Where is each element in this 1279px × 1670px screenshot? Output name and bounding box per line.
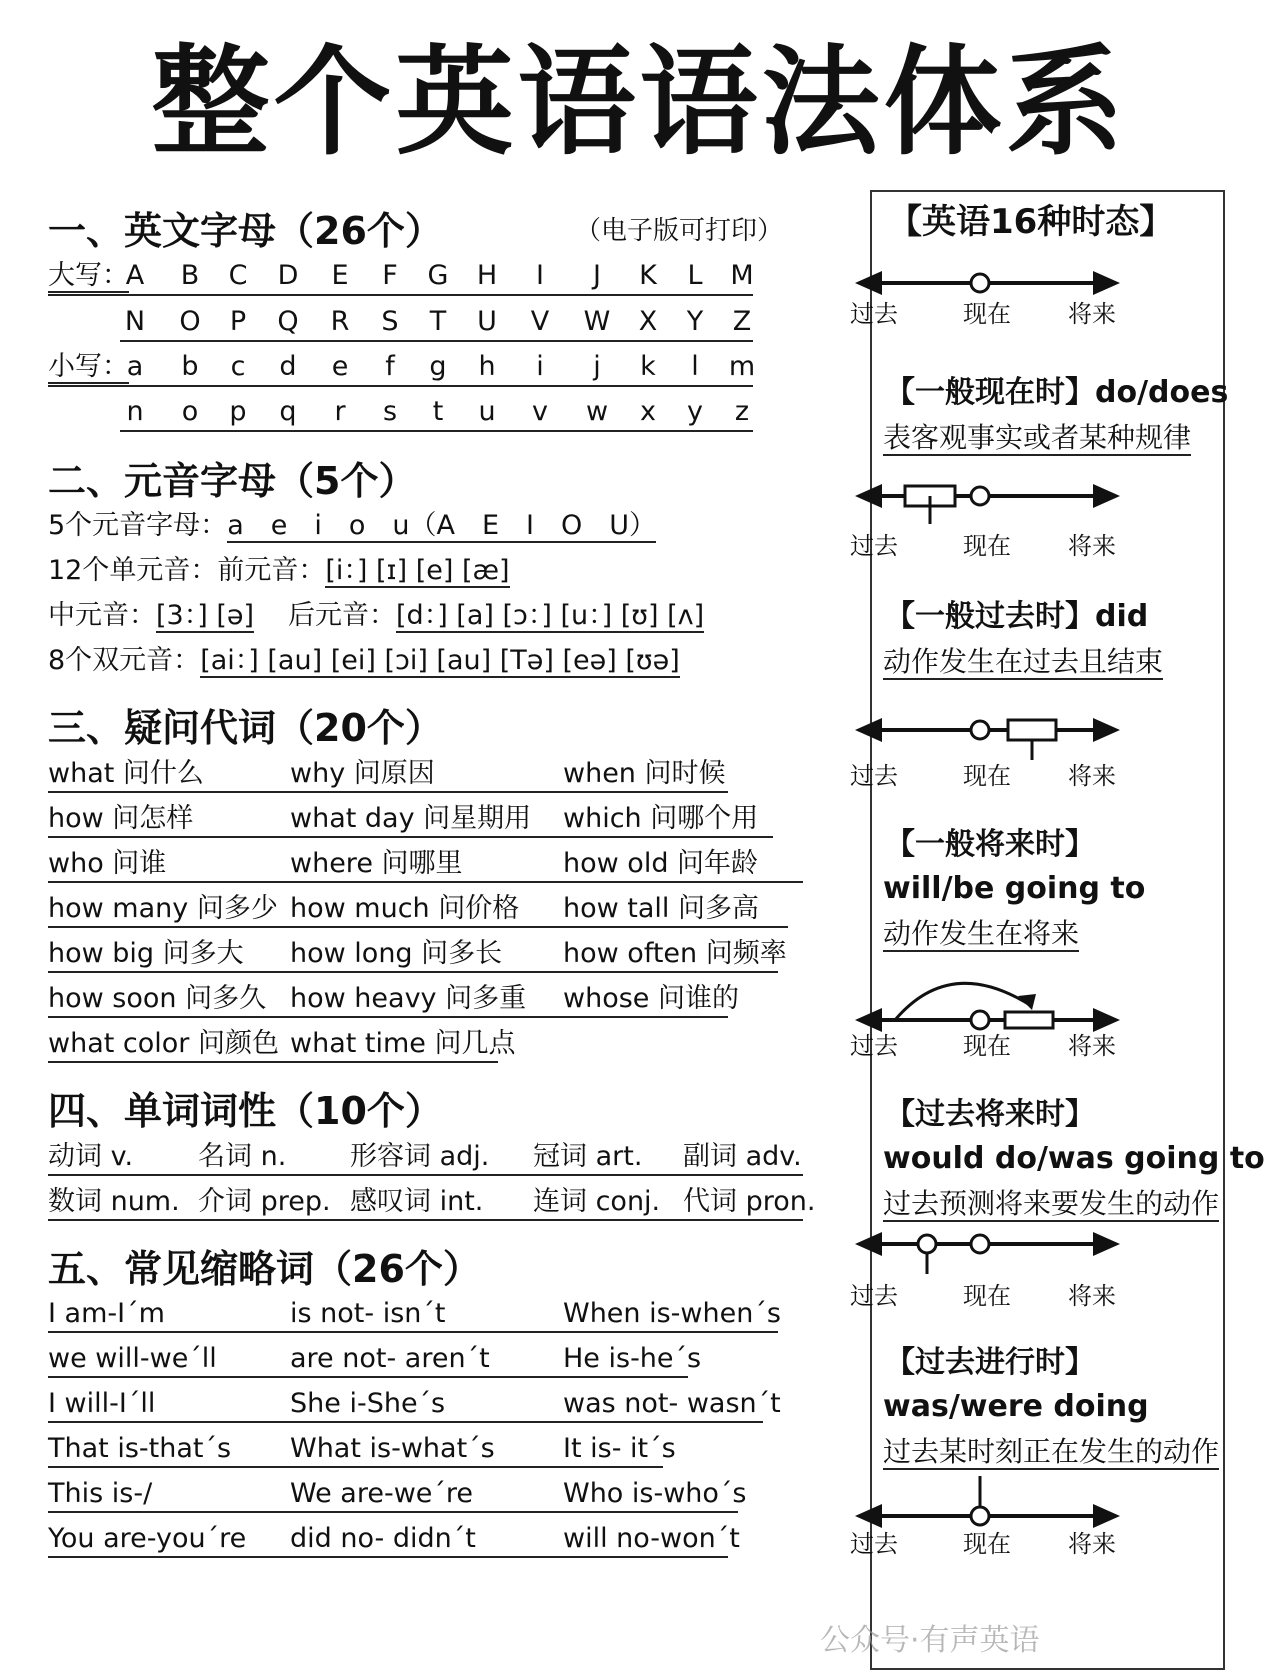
- now-point-icon: [971, 721, 989, 739]
- uppercase-letter: B: [180, 260, 200, 291]
- alphabet-row-label-text: 小写：: [48, 351, 129, 382]
- tense-form: was/were doing: [883, 1389, 1149, 1424]
- row-underline: [48, 926, 788, 928]
- uppercase-letter: O: [179, 306, 201, 337]
- lowercase-letter: j: [593, 351, 601, 382]
- question-word: what time 问几点: [290, 1028, 516, 1059]
- part-of-speech: 副词 adv.: [683, 1141, 802, 1172]
- timeline-label-now: 现在: [963, 762, 1011, 790]
- back-vowels-value: [d：] [a] [ɔ：] [u：] [ʊ] [ʌ]: [396, 600, 705, 631]
- contraction: we will-we´ll: [48, 1343, 217, 1374]
- lowercase-letter: x: [640, 396, 656, 427]
- timeline-label-past: 过去: [850, 762, 898, 790]
- lowercase-letter: p: [229, 396, 247, 427]
- diphthongs-row: [48, 647, 680, 674]
- tense-description-wrap: [883, 1187, 1220, 1220]
- tense-description-wrap: [883, 421, 1192, 454]
- lowercase-letter: c: [230, 351, 246, 382]
- contraction: will no-won´t: [563, 1523, 740, 1554]
- uppercase-letter: G: [427, 260, 449, 291]
- row-underline: [48, 836, 773, 838]
- timeline-label-past: 过去: [850, 300, 898, 328]
- row-underline: [48, 1219, 803, 1221]
- tense-name: 【一般现在时】do/does: [885, 375, 1229, 410]
- arrow-right-icon: [1093, 1504, 1120, 1528]
- timeline-label-now: 现在: [963, 1032, 1011, 1060]
- uppercase-letter: R: [330, 306, 350, 337]
- alphabet-underline: [48, 294, 753, 296]
- central-back-vowels-row: [48, 602, 704, 629]
- tenses-panel-heading: 【英语16种时态】: [888, 202, 1174, 242]
- question-word: what 问什么: [48, 758, 204, 789]
- section-question-words-heading: 三、疑问代词（20个）: [48, 706, 443, 750]
- part-of-speech: 连词 conj.: [533, 1186, 661, 1217]
- question-word: which 问哪个用: [563, 803, 759, 834]
- monophthongs-row: [48, 557, 510, 584]
- question-word: why 问原因: [290, 758, 435, 789]
- section-parts-of-speech-heading: 四、单词词性（10个）: [48, 1089, 443, 1133]
- row-underline: [48, 1376, 688, 1378]
- alphabet-row-label-text: 大写：: [48, 260, 129, 291]
- tense-description-wrap: [883, 645, 1164, 678]
- lowercase-letter: d: [279, 351, 297, 382]
- uppercase-letter: K: [639, 260, 657, 291]
- contraction: are not- aren´t: [290, 1343, 490, 1374]
- now-point-icon: [971, 1235, 989, 1253]
- uppercase-letter: W: [583, 306, 611, 337]
- uppercase-letter: S: [381, 306, 399, 337]
- question-word: when 问时候: [563, 758, 726, 789]
- alphabet-underline: [120, 340, 753, 342]
- uppercase-letter: X: [638, 306, 658, 337]
- timeline-label-now: 现在: [963, 300, 1011, 328]
- arrow-right-icon: [1093, 1008, 1120, 1032]
- row-underline: [48, 971, 778, 973]
- uppercase-letter: A: [125, 260, 145, 291]
- timeline-label-future: 将来: [1068, 1032, 1116, 1060]
- question-word: how many 问多少: [48, 893, 278, 924]
- uppercase-letter: L: [687, 260, 703, 291]
- part-of-speech: 介词 prep.: [198, 1186, 331, 1217]
- uppercase-letter: H: [476, 260, 498, 291]
- now-point-icon: [971, 274, 989, 292]
- lowercase-letter: l: [691, 351, 699, 382]
- timeline-label-future: 将来: [1068, 300, 1116, 328]
- tense-name: 【一般过去时】did: [885, 599, 1149, 634]
- duration-box: [1005, 1012, 1053, 1028]
- question-word: how often 问频率: [563, 938, 787, 969]
- timeline-label-future: 将来: [1068, 532, 1116, 560]
- arrow-left-icon: [855, 1504, 882, 1528]
- now-point-icon: [971, 487, 989, 505]
- contraction: is not- isn´t: [290, 1298, 446, 1329]
- question-word: who 问谁: [48, 848, 167, 879]
- lowercase-letter: i: [536, 351, 544, 382]
- page-title: 整个英语语法体系: [151, 33, 1128, 171]
- uppercase-letter: P: [229, 306, 247, 337]
- contraction: It is- it´s: [563, 1433, 676, 1464]
- monophthongs-label: 12个单元音：前元音：: [48, 555, 326, 586]
- row-underline: [48, 1511, 738, 1513]
- uppercase-letter: F: [382, 260, 398, 291]
- timeline-label-past: 过去: [850, 1032, 898, 1060]
- alphabet-underline: [48, 385, 753, 387]
- now-point-icon: [971, 1507, 989, 1525]
- uppercase-letter: M: [730, 260, 754, 291]
- timeline-label-past: 过去: [850, 1530, 898, 1558]
- uppercase-letter: C: [228, 260, 248, 291]
- contraction: That is-that´s: [48, 1433, 232, 1464]
- printable-note: （电子版可打印）: [575, 216, 784, 246]
- timeline-label-future: 将来: [1068, 1530, 1116, 1558]
- question-word: what color 问颜色: [48, 1028, 279, 1059]
- part-of-speech: 名词 n.: [198, 1141, 287, 1172]
- lowercase-letter: y: [687, 396, 703, 427]
- contraction: What is-what´s: [290, 1433, 495, 1464]
- vowel-letters-value: a e i o u（A E I O U）: [227, 510, 656, 541]
- uppercase-letter: Y: [686, 306, 704, 337]
- contraction: This is-/: [48, 1478, 153, 1509]
- contraction: Who is-who´s: [563, 1478, 747, 1509]
- question-word: where 问哪里: [290, 848, 463, 879]
- tense-description: 过去某时刻正在发生的动作: [883, 1435, 1220, 1468]
- timeline-label-past: 过去: [850, 532, 898, 560]
- row-underline: [48, 1466, 663, 1468]
- question-word: how old 问年龄: [563, 848, 759, 879]
- contraction: You are-you´re: [48, 1523, 247, 1554]
- question-word: how 问怎样: [48, 803, 194, 834]
- timeline-label-past: 过去: [850, 1282, 898, 1310]
- vowel-letters-label: 5个元音字母：: [48, 510, 228, 541]
- uppercase-letter: N: [124, 306, 146, 337]
- row-underline: [48, 791, 728, 793]
- lowercase-letter: h: [478, 351, 496, 382]
- uppercase-letter: V: [530, 306, 550, 337]
- tense-name: 【过去将来时】: [885, 1097, 1095, 1132]
- lowercase-letter: r: [334, 396, 346, 427]
- timeline-label-now: 现在: [963, 532, 1011, 560]
- lowercase-letter: s: [382, 396, 398, 427]
- row-underline: [48, 1016, 728, 1018]
- contraction: was not- wasn´t: [563, 1388, 781, 1419]
- front-vowels-value: [i：] [ɪ] [e] [æ]: [325, 555, 510, 586]
- contraction: When is-when´s: [563, 1298, 781, 1329]
- tense-description: 表客观事实或者某种规律: [883, 421, 1192, 454]
- part-of-speech: 感叹词 int.: [350, 1186, 484, 1217]
- lowercase-letter: g: [429, 351, 447, 382]
- question-word: how tall 问多高: [563, 893, 760, 924]
- uppercase-letter: E: [331, 260, 349, 291]
- uppercase-letter: U: [477, 306, 497, 337]
- lowercase-letter: b: [181, 351, 199, 382]
- arrow-left-icon: [855, 718, 882, 742]
- lowercase-letter: n: [126, 396, 144, 427]
- timeline-label-now: 现在: [963, 1282, 1011, 1310]
- lowercase-letter: q: [279, 396, 297, 427]
- lowercase-letter: t: [432, 396, 444, 427]
- arrow-left-icon: [855, 1008, 882, 1032]
- question-word: how big 问多大: [48, 938, 244, 969]
- uppercase-letter: T: [429, 306, 447, 337]
- contraction: We are-we´re: [290, 1478, 474, 1509]
- duration-box: [1008, 720, 1056, 740]
- timeline-label-now: 现在: [963, 1530, 1011, 1558]
- uppercase-letter: J: [593, 260, 601, 291]
- question-word: how much 问价格: [290, 893, 520, 924]
- row-underline: [48, 1061, 498, 1063]
- contraction: I will-I´ll: [48, 1388, 156, 1419]
- central-vowels-value: [3：] [ə]: [156, 600, 255, 631]
- tense-description: 过去预测将来要发生的动作: [883, 1187, 1220, 1220]
- arrow-right-icon: [1093, 484, 1120, 508]
- arrow-left-icon: [855, 484, 882, 508]
- section-letters-heading: 一、英文字母（26个）: [48, 209, 443, 253]
- part-of-speech: 数词 num.: [48, 1186, 180, 1217]
- part-of-speech: 形容词 adj.: [350, 1141, 490, 1172]
- section-vowels-heading: 二、元音字母（5个）: [48, 459, 417, 503]
- row-underline: [48, 881, 803, 883]
- now-point-icon: [971, 1011, 989, 1029]
- tense-description-wrap: [883, 1435, 1220, 1468]
- timeline-diagram: [850, 690, 1130, 760]
- tense-name: 【一般将来时】: [885, 827, 1095, 862]
- part-of-speech: 代词 pron.: [683, 1186, 816, 1217]
- contraction: did no- didn´t: [290, 1523, 476, 1554]
- lowercase-letter: a: [126, 351, 144, 382]
- part-of-speech: 动词 v.: [48, 1141, 134, 1172]
- alphabet-underline: [120, 430, 753, 432]
- arrow-right-icon: [1093, 1232, 1120, 1256]
- contraction: I am-I´m: [48, 1298, 165, 1329]
- arrow-right-icon: [1093, 718, 1120, 742]
- question-word: how long 问多长: [290, 938, 503, 969]
- timeline-diagram: [850, 456, 1130, 526]
- central-vowels-label: 中元音：: [48, 600, 156, 631]
- arrow-right-icon: [1093, 271, 1120, 295]
- tense-form: would do/was going to: [883, 1141, 1265, 1176]
- lowercase-letter: e: [331, 351, 349, 382]
- row-underline: [48, 1556, 728, 1558]
- lowercase-letter: w: [585, 396, 609, 427]
- vowel-letters-row: [48, 512, 656, 539]
- contraction: She i-She´s: [290, 1388, 446, 1419]
- row-underline: [48, 1421, 763, 1423]
- section-contractions-heading: 五、常见缩略词（26个）: [48, 1247, 481, 1291]
- lowercase-letter: v: [532, 396, 548, 427]
- timeline-label-future: 将来: [1068, 762, 1116, 790]
- tense-description: 动作发生在将来: [883, 917, 1080, 950]
- uppercase-letter: Z: [732, 306, 752, 337]
- back-vowels-label: 后元音：: [288, 600, 397, 631]
- lowercase-letter: f: [385, 351, 395, 382]
- arrow-left-icon: [855, 1232, 882, 1256]
- arrow-left-icon: [855, 271, 882, 295]
- tense-description-wrap: [883, 917, 1080, 950]
- tense-name: 【过去进行时】: [885, 1345, 1095, 1380]
- lowercase-letter: m: [728, 351, 756, 382]
- question-word: how heavy 问多重: [290, 983, 527, 1014]
- lowercase-letter: o: [181, 396, 199, 427]
- part-of-speech: 冠词 art.: [533, 1141, 643, 1172]
- contraction: He is-he´s: [563, 1343, 702, 1374]
- uppercase-letter: I: [536, 260, 544, 291]
- watermark: 公众号·有声英语: [820, 1623, 1040, 1658]
- question-word: what day 问星期用: [290, 803, 532, 834]
- row-underline: [48, 1174, 803, 1176]
- diphthongs-label: 8个双元音：: [48, 645, 201, 676]
- lowercase-letter: u: [478, 396, 496, 427]
- lowercase-letter: k: [640, 351, 656, 382]
- uppercase-letter: Q: [277, 306, 299, 337]
- past-point-icon: [918, 1235, 936, 1253]
- tense-form: will/be going to: [883, 871, 1146, 906]
- diphthongs-value: [ai：] [au] [ei] [ɔi] [au] [Tə] [eə] [ʊə]: [200, 645, 680, 676]
- arc-arrowhead-icon: [1018, 994, 1036, 1010]
- question-word: whose 问谁的: [563, 983, 739, 1014]
- timeline-label-future: 将来: [1068, 1282, 1116, 1310]
- uppercase-letter: D: [277, 260, 299, 291]
- tense-description: 动作发生在过去且结束: [883, 645, 1164, 678]
- row-underline: [48, 1331, 778, 1333]
- lowercase-letter: z: [734, 396, 750, 427]
- question-word: how soon 问多久: [48, 983, 267, 1014]
